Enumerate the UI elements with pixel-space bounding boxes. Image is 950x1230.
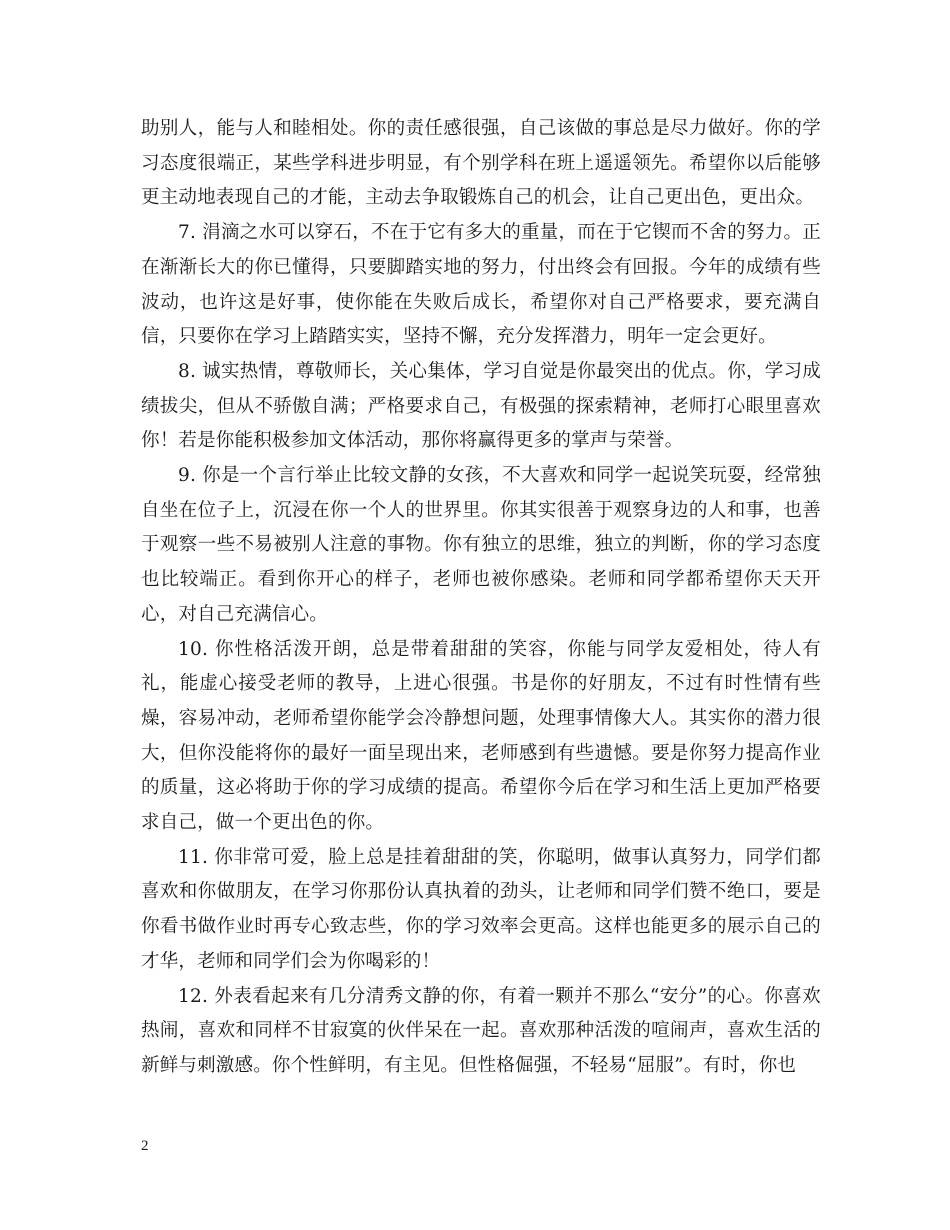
paragraph-item-9: 9. 你是一个言行举止比较文静的女孩，不大喜欢和同学一起说笑玩耍，经常独自坐在位子上，沉浸在你一个人的世界里。你其实很善于观察身边的人和事，也善于观察一些不易被别人注意的事物。你有独立的思维，独立的判断，你的学习态度也比较端正。看到你开心的样子，老师也被你感染。老师和同学都希望你天天开心，对自己充满信心。 <box>141 465 822 625</box>
paragraph-continuation: 助别人，能与人和睦相处。你的责任感很强，自己该做的事总是尽力做好。你的学习态度很端正，某些学科进步明显，有个别学科在班上遥遥领先。希望你以后能够更主动地表现自己的才能，主动去争取锻炼自己的机会，让自己更出色，更出众。 <box>141 118 821 209</box>
paragraph-item-11: 11. 你非常可爱，脸上总是挂着甜甜的笑，你聪明，做事认真努力，同学们都喜欢和你做朋友，在学习你那份认真执着的劲头，让老师和同学们赞不绝口，要是你看书做作业时再专心致志些，你的学习效率会更高。这样也能更多的展示自己的才华，老师和同学们会为你喝彩的！ <box>141 846 821 972</box>
paragraph-item-10: 10. 你性格活泼开朗，总是带着甜甜的笑容，你能与同学友爱相处，待人有礼，能虚心接受老师的教导，上进心很强。书是你的好朋友，不过有时性情有些燥，容易冲动，老师希望你能学会冷静想问题，处理事情像大人。其实你的潜力很大，但你没能将你的最好一面呈现出来，老师感到有些遗憾。要是你努力提高作业的质量，这必将助于你的学习成绩的提高。希望你今后在学习和生活上更加严格要求自己，做一个更出色的你。 <box>141 638 821 834</box>
paragraph-item-7: 7. 涓滴之水可以穿石，不在于它有多大的重量，而在于它锲而不舍的努力。正在渐渐长大的你已懂得，只要脚踏实地的努力，付出终会有回报。今年的成绩有些波动，也许这是好事，使你能在失败后成长，希望你对自己严格要求，要充满自信，只要你在学习上踏踏实实，坚持不懈，充分发挥潜力，明年一定会更好。 <box>141 222 822 348</box>
paragraph-item-12: 12. 外表看起来有几分清秀文静的你，有着一颗并不那么“安分”的心。你喜欢热闹，喜欢和同样不甘寂寞的伙伴呆在一起。喜欢那种活泼的喧闹声，喜欢生活的新鲜与刺激感。你个性鲜明，有主见。但性格倔强，不轻易“屈服”。有时，你也 <box>141 985 821 1076</box>
paragraph-item-8: 8. 诚实热情，尊敬师长，关心集体，学习自觉是你最突出的优点。你，学习成绩拔尖，但从不骄傲自满；严格要求自己，有极强的探索精神，老师打心眼里喜欢你！若是你能积极参加文体活动，那你将赢得更多的掌声与荣誉。 <box>141 360 822 452</box>
page-number: 2 <box>141 1138 149 1154</box>
document-body <box>141 112 821 1084</box>
